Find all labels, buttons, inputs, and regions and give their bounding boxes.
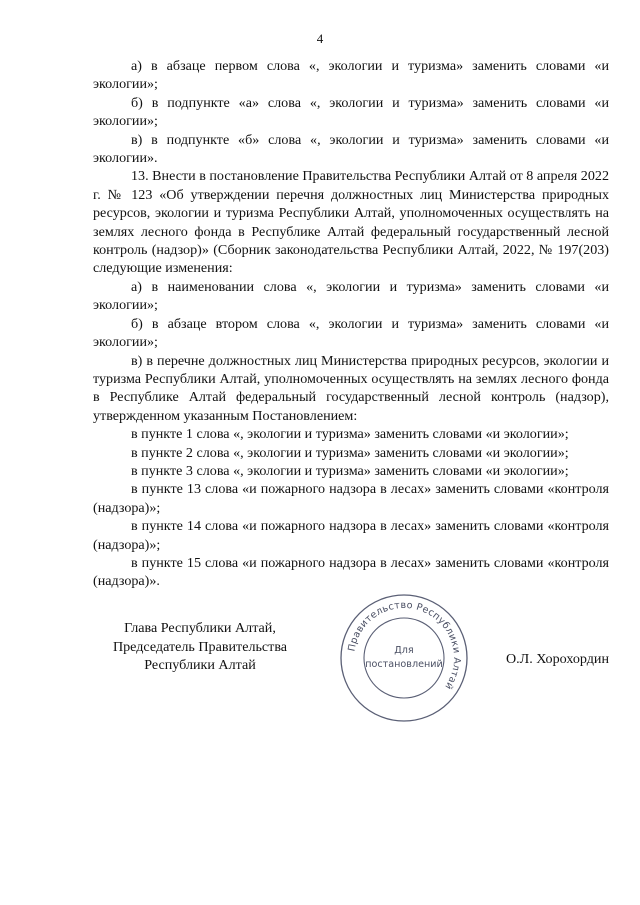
paragraph-8: в пункте 1 слова «, экологии и туризма» заменить словами «и экологии»; <box>131 426 569 443</box>
paragraph-3: в) в подпункте «б» слова «, экологии и туризма» заменить словами «и экологии». <box>93 131 609 167</box>
signer-name: О.Л. Хорохордин <box>505 651 609 667</box>
paragraph-4: 13. Внести в постановление Правительства Республики Алтай от 8 апреля 2022 г. № 123 «Об утверждении перечня должностных лиц Министерства природных ресурсов, экологии и туризма Республики Алтай, уполномоченных осуществлять на землях лесного фонда в Республике Алтай федеральный государственный лесной контроль (надзор)» (Сборник законодательства Республики Алтай, 2022, № 197(203) следующие изменения: <box>93 168 609 277</box>
paragraph-10: в пункте 3 слова «, экологии и туризма» заменить словами «и экологии»; <box>131 462 569 479</box>
stamp-inner-ring <box>364 618 444 698</box>
paragraph-12: в пункте 14 слова «и пожарного надзора в лесах» заменить словами «контроля (надзора)»; <box>93 518 609 553</box>
paragraph-7: в) в перечне должностных лиц Министерства природных ресурсов, экологии и туризма Республики Алтай, уполномоченных осуществлять на землях лесного фонда в Республике Алтай федеральный государственный лесной контроль (надзор), утвержденном указанным Постановлением: <box>93 352 609 424</box>
paragraph-1: а) в абзаце первом слова «, экологии и туризма» заменить словами «и экологии»; <box>93 58 609 93</box>
page-number: 4 <box>316 31 324 46</box>
paragraph-2: б) в подпункте «а» слова «, экологии и туризма» заменить словами «и экологии»; <box>93 94 609 130</box>
signer-title-line-2: Председатель Правительства <box>112 638 288 655</box>
document-body <box>93 57 609 591</box>
signer-title-line-3: Республики Алтай <box>144 657 256 674</box>
paragraph-11: в пункте 13 слова «и пожарного надзора в лесах» заменить словами «контроля (надзора)»; <box>93 481 609 516</box>
official-stamp <box>337 591 471 725</box>
paragraph-13: в пункте 15 слова «и пожарного надзора в лесах» заменить словами «контроля (надзора)». <box>93 554 609 590</box>
stamp-ring-text-path: Правительство Республики Алтай <box>346 599 463 692</box>
stamp-center-line-2: постановлений <box>365 659 443 670</box>
paragraph-5: а) в наименовании слова «, экологии и туризма» заменить словами «и экологии»; <box>93 278 609 314</box>
paragraph-9: в пункте 2 слова «, экологии и туризма» заменить словами «и экологии»; <box>131 444 569 461</box>
stamp-outer-ring <box>341 595 467 721</box>
stamp-seal-graphic <box>337 591 471 725</box>
stamp-center-line-1: Для <box>394 645 414 656</box>
signature-block <box>0 619 640 729</box>
signer-title-line-1: Глава Республики Алтай, <box>124 620 276 636</box>
paragraph-6: б) в абзаце втором слова «, экологии и туризма» заменить словами «и экологии»; <box>93 315 609 351</box>
signer-title <box>93 619 307 675</box>
